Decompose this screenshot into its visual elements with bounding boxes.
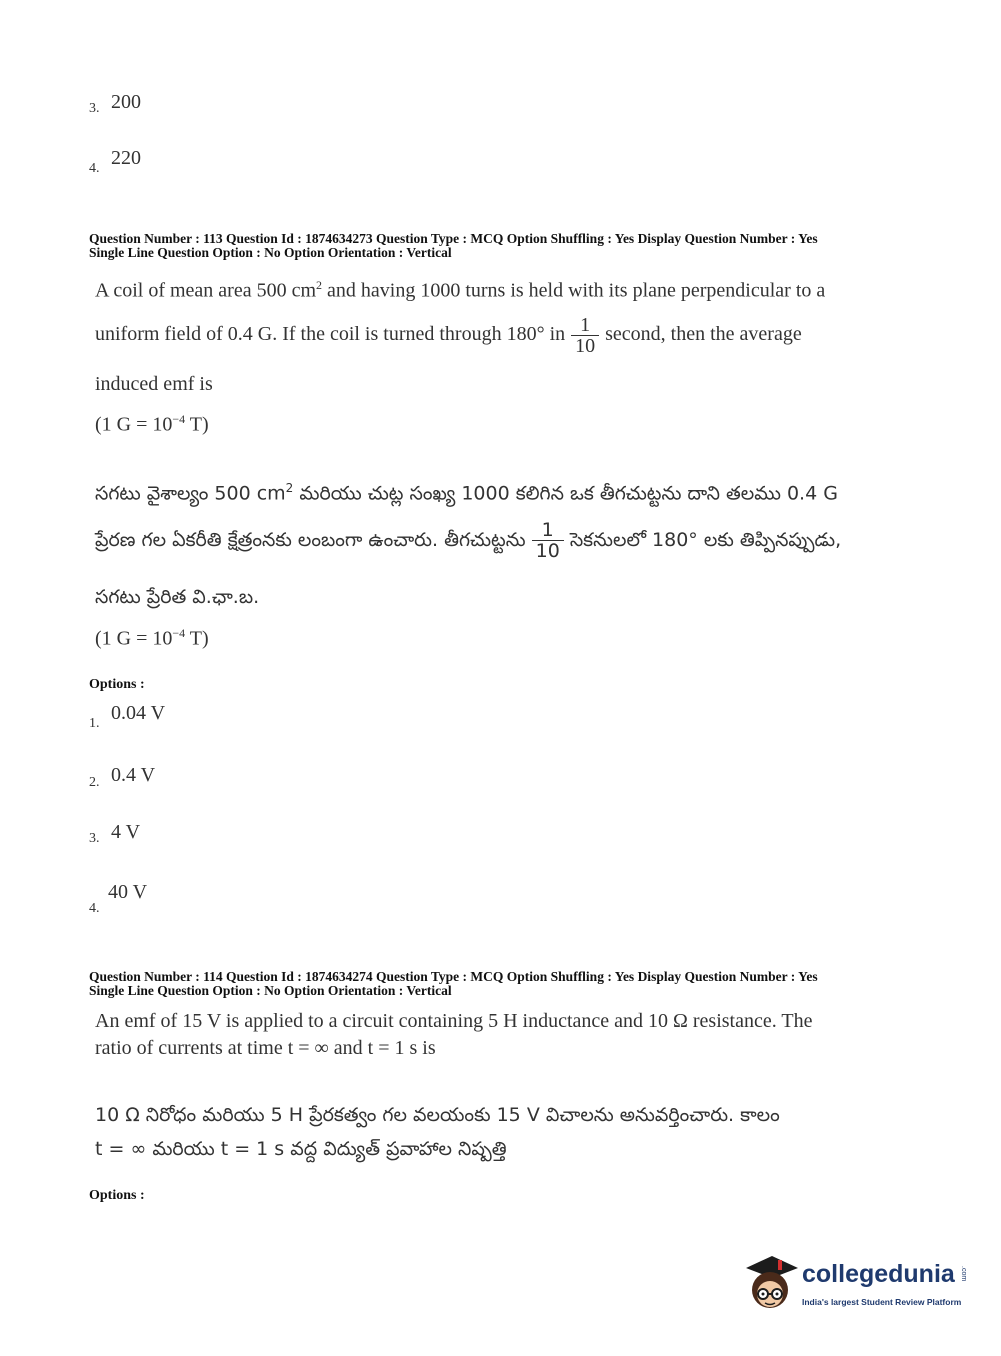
- question-text-te-line2: ప్రేరణ గల ఏకరీతి క్షేత్రంనకు లంబంగా ఉంచారు. తీగచుట్టను $\frac{1}{10}$ సెకనులలో 180° లకు తిప్పినప్పుడు,: [95, 519, 842, 562]
- option-number: 4.: [89, 901, 100, 916]
- question-text-te-line3: సగటు ప్రేరిత వి.ఛా.బ.: [95, 586, 260, 608]
- option-number: 2.: [89, 775, 100, 790]
- option-number: 3.: [89, 101, 100, 116]
- option-2[interactable]: 0.4 V: [111, 764, 156, 786]
- question-meta-line2: Single Line Question Option : No Option Orientation : Vertical: [89, 983, 452, 998]
- logo-tagline: India's largest Student Review Platform: [802, 1297, 962, 1307]
- options-label: Options :: [89, 677, 145, 692]
- logo-domain: .com: [960, 1266, 967, 1282]
- question-text-te-line1: సగటు వైశాల్యం 500 $cm^2$ మరియు చుట్ల సంఖ్య 1000 కలిగిన ఒక తీగచుట్టను దాని తలము 0.4 G: [95, 481, 838, 505]
- question-text-en-line1: A coil of mean area 500 $cm^2$ and having 1000 turns is held with its plane perpendicular to a: [95, 278, 826, 302]
- collegedunia-logo[interactable]: [742, 1250, 968, 1320]
- question-text-en-line4: (1 $G = 10^{-4}$ T): [95, 412, 209, 436]
- option-3[interactable]: 4 V: [111, 821, 141, 843]
- question-meta-line2: Single Line Question Option : No Option Orientation : Vertical: [89, 245, 452, 260]
- question-text-en-line2: ratio of currents at time t = ∞ and t = 1 s is: [95, 1037, 436, 1059]
- option-number: 4.: [89, 161, 100, 176]
- option-value: 220: [111, 147, 141, 169]
- option-number: 3.: [89, 831, 100, 846]
- mascot-icon: [742, 1250, 800, 1320]
- option-number: 1.: [89, 716, 100, 731]
- question-meta-line1: Question Number : 113 Question Id : 1874634273 Question Type : MCQ Option Shuffling : Yes Display Question Number : Yes: [89, 231, 818, 246]
- question-meta-line1: Question Number : 114 Question Id : 1874634274 Question Type : MCQ Option Shuffling : Yes Display Question Number : Yes: [89, 969, 818, 984]
- fraction: $\frac{1}{10}$: [571, 315, 599, 356]
- option-1[interactable]: 0.04 V: [111, 702, 166, 724]
- options-label: Options :: [89, 1188, 145, 1203]
- option-value: 200: [111, 91, 141, 113]
- question-text-te-line1: 10 Ω నిరోధం మరియు 5 H ప్రేరకత్వం గల వలయంకు 15 V విచాలను అనువర్తించారు. కాలం: [95, 1104, 780, 1126]
- logo-wordmark: collegedunia: [802, 1260, 955, 1288]
- fraction: $\frac{1}{10}$: [532, 520, 564, 561]
- question-text-te-line4: (1 $G = 10^{-4}$ T): [95, 626, 209, 650]
- question-text-en-line1: An emf of 15 V is applied to a circuit containing 5 H inductance and 10 Ω resistance. The: [95, 1010, 813, 1032]
- question-text-te-line2: t = ∞ మరియు t = 1 s వద్ద విద్యుత్ ప్రవాహాల నిష్పత్తి: [95, 1138, 507, 1160]
- question-text-en-line3: induced emf is: [95, 373, 213, 395]
- option-4[interactable]: 40 V: [108, 881, 148, 903]
- question-text-en-line2: uniform field of 0.4 G. If the coil is turned through 180° in $\frac{1}{10}$ second, then the average: [95, 314, 802, 357]
